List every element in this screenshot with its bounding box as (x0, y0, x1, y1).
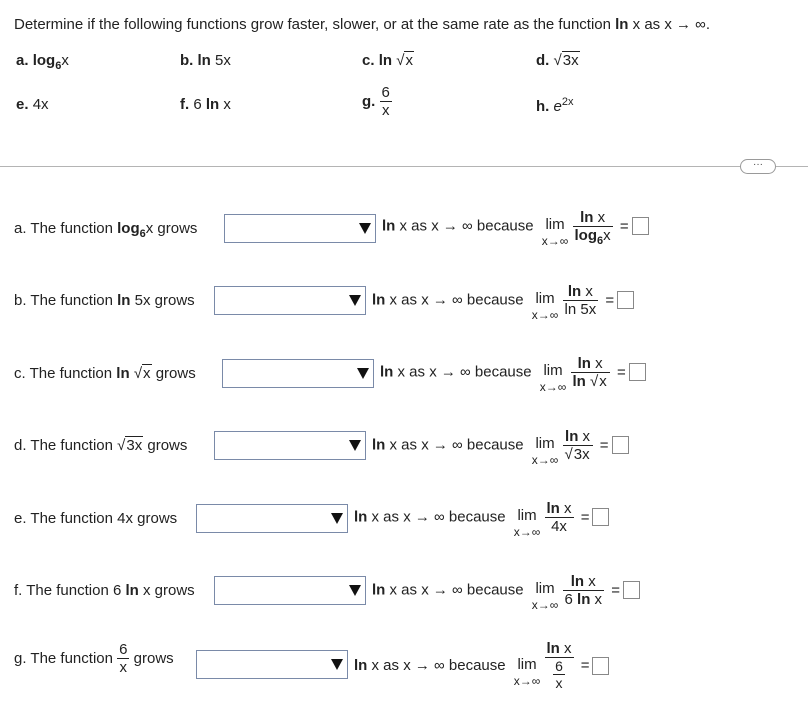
part-f-prompt: f. The function 6 ln x grows (14, 582, 195, 599)
question-text: Determine if the following functions grow faster, slower, or at the same rate as the function ln x as x → ∞. (14, 16, 711, 33)
part-a-select[interactable] (224, 214, 376, 243)
option-a: a. $\log_6x$ (16, 52, 69, 72)
part-a-answer-input[interactable] (632, 217, 649, 235)
part-e-reason: ln x as x → ∞ because lim x→∞ $\frac{\text{ln x}}{4x}$ = (354, 494, 609, 540)
part-b-reason: ln x as x → ∞ because lim x→∞ $\frac{\text{ln x}}{\ln 5x}$ = (372, 277, 634, 323)
part-g-select[interactable] (196, 650, 348, 679)
part-g-reason: ln x as x → ∞ because lim x→∞ $\frac{\text{ln x}}{\frac{6}{x}}$ = (354, 640, 609, 691)
option-e: e. 4x (16, 96, 49, 113)
option-b: b. ln 5x (180, 52, 231, 69)
dropdown-arrow-icon (349, 295, 361, 306)
part-d-answer-input[interactable] (612, 436, 629, 454)
part-a-reason: ln x as x → ∞ because lim x→∞ $\frac{\text{ln x}}{\log_6x}$ = (382, 203, 649, 249)
part-f-answer-input[interactable] (623, 581, 640, 599)
dropdown-arrow-icon (349, 585, 361, 596)
option-c: c. ln √x (362, 52, 413, 69)
option-d: d. √3x (536, 52, 579, 69)
part-e-answer-input[interactable] (592, 508, 609, 526)
divider (776, 166, 808, 167)
dropdown-arrow-icon (357, 368, 369, 379)
divider (0, 166, 740, 167)
part-d-prompt: d. The function √3x grows (14, 437, 188, 454)
dropdown-arrow-icon (331, 513, 343, 524)
option-f: f. 6 ln x (180, 96, 231, 113)
part-d-reason: ln x as x → ∞ because lim x→∞ $\frac{\text{ln x}}{√3x}$ = (372, 422, 629, 468)
part-c-answer-input[interactable] (629, 363, 646, 381)
more-button[interactable]: ··· (740, 159, 776, 174)
part-b-answer-input[interactable] (617, 291, 634, 309)
option-g: g. $\frac{6}{x}$ (362, 84, 390, 119)
part-c-prompt: c. The function ln √x grows (14, 365, 196, 382)
dropdown-arrow-icon (359, 223, 371, 234)
part-e-prompt: e. The function 4x grows (14, 510, 178, 527)
dropdown-arrow-icon (349, 440, 361, 451)
dropdown-arrow-icon (331, 659, 343, 670)
part-c-select[interactable] (222, 359, 374, 388)
part-a-prompt: a. The function $\log_6x$ grows (14, 220, 198, 240)
part-f-reason: ln x as x → ∞ because lim x→∞ $\frac{\text{ln x}}{\text{6 ln x}}$ = (372, 567, 640, 613)
part-b-prompt: b. The function ln 5x grows (14, 292, 195, 309)
part-c-reason: ln x as x → ∞ because lim x→∞ $\frac{\text{ln x}}{\ln √x}$ = (380, 349, 646, 395)
part-g-prompt: g. The function $\frac{6}{x}$ grows (14, 641, 174, 676)
part-e-select[interactable] (196, 504, 348, 533)
part-d-select[interactable] (214, 431, 366, 460)
part-g-answer-input[interactable] (592, 657, 609, 675)
option-h: h. $e^{2x}$ (536, 96, 574, 115)
part-f-select[interactable] (214, 576, 366, 605)
part-b-select[interactable] (214, 286, 366, 315)
